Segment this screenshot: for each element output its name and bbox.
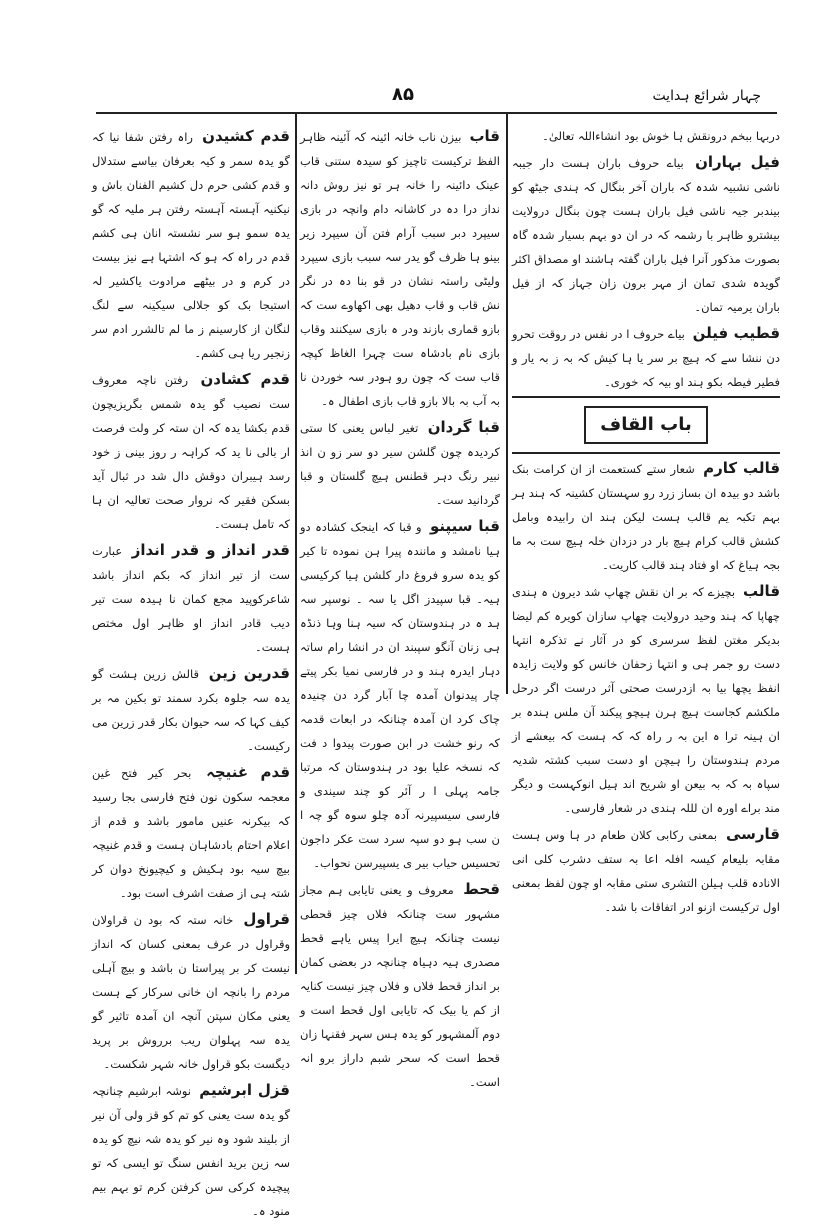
- entry-headword: قطیب فیلن: [692, 324, 781, 342]
- entry-qadar-zin: [92, 661, 290, 758]
- entry-qaht: [300, 877, 500, 1094]
- entry-qadar-andaz: [92, 538, 290, 659]
- column-middle: [300, 124, 500, 1096]
- page-number: ۸۵: [392, 84, 414, 105]
- entry-text: راہ رفتن شفا نیا کہ گو یدہ سمر و کیہ بعرفان بیاسے ستدلال و قدم کشی حرم دل کشیم الفنان باش و نیکنیہ آہستہ آہستہ رفتن ہر ملیہ کہ گو یدہ سمو ہو سر نشستہ انان ہی کشم قدم در راہ کہ ہو کہ اشتہا ہے نیز بیست در کرم و در بیٹھے مرادوت یاکشیر لہ استیجا بک کو جلالی سیکینہ سے لنگ لنگان از کارسینم ز ما لم تالشرر ادم سر زنجیر ریا ہی کشم۔: [92, 130, 290, 360]
- entry-headword: قزل ابرشیم: [199, 1081, 290, 1099]
- entry-qalib: [512, 579, 780, 820]
- entry-headword: قارسی: [725, 825, 781, 843]
- entry-text: عبارت ست از تیر انداز کہ بکم انداز باشد شاعرکوپید مجع کمان نا ہیدہ ست تیر دیب قادر انداز او ظاہر اول مختص ہست۔: [92, 544, 290, 654]
- entry-text: نوشہ ابرشیم چنانچہ گو یدہ ست یعنی کو تم کو قز ولی آن نیر از بلیند شود وہ نیر کو یدہ شہ نیچ کو یدہ سہ زین برید انفس سنگ تو ایسی کہ تو پیچیدہ کرکی سن کرفتن کرم تو بہم بیم منود ہ۔: [92, 1084, 290, 1218]
- section-rule: [512, 396, 780, 398]
- entry-intro: [512, 124, 780, 148]
- entry-text: بحر کیر فتح غین معجمہ سکون نون فتح فارسی بجا رسید کہ بیکرنہ عنیں مامور باشد و قدم از اعلام احتام بادشاہان ہست و قدم غنیچہ بیچ سیہ بود ہکیش و کیچیونخ دوان کر شتہ ہی از صفت اشرف است بود۔: [92, 766, 290, 900]
- entry-text: تغیر لباس یعنی کا ستی کردیدہ چون گلشن سیر دو سر زو ن انذ نبیر رنگ دہر قطنس ہیچ گلستان و قبا گردانید ست۔: [300, 421, 500, 507]
- header-rule: [96, 112, 777, 114]
- entry-text: بمعنی رکابی کلان طعام در ہا وس ہست مقابہ بلیعام کیسہ افلہ اعا بہ ستف دشرب کلی انی الانادہ قلب ہیلن التشری ستی مقابہ او چون لفظ بمعنی اول ترکیست ازنو ادر اتفاقات با شد۔: [512, 828, 780, 914]
- entry-text: خانہ ستہ کہ بود ن قراولان وقراول در عرف بمعنی کسان کہ انداز نیست کر بر پیراستا ن باشد و بیچ آہلی مردم را بانچہ ان خانی سرکار کے ہست یعنی مکان سپتن آنچہ ان آمدہ تاثیر گو یدہ سہ پہلوان ریب برروش بر پرید دیگست بکو قراول خانہ شہر شکست۔: [92, 913, 290, 1071]
- entry-headword: قدم کشادن: [200, 370, 291, 388]
- column-rule-right: [506, 114, 508, 694]
- entry-headword: قدر انداز و قدر انداز: [131, 541, 291, 559]
- entry-headword: قالب: [743, 582, 781, 600]
- entry-headword: قراول: [243, 910, 290, 928]
- entry-headword: قحط: [463, 880, 500, 898]
- running-head: چہار شرائع ہدایت: [652, 88, 761, 104]
- entry-headword: قبا سیپنو: [429, 517, 500, 535]
- entry-text: بیاے حروف باران ہست دار جیبہ ناشی نشبیہ شدہ کہ باران آخر بنگال کہ ہندی جیٹھ کو بیندبر جیہ ناشی فیل باران ہست چون بنگال درولایت بیشترو ظاہر با رشمہ کہ در ان دو بہم بسیار شدہ گاہ بصورت مذکور آنرا فیل باران گفتہ ہاشند او مصداق اکثر گویدہ شدی تمان از مہر برون زان جہاز کہ از فیل باران یرمیہ تمان۔: [512, 156, 780, 314]
- entry-headword: قدم غنیچہ: [206, 763, 291, 781]
- entry-headword: قدم کشیدن: [202, 127, 291, 145]
- entry-qaba-gardan: [300, 415, 500, 512]
- entry-headword: قدرین زین: [208, 664, 290, 682]
- column-right: [512, 124, 780, 921]
- entry-qalib-karam: [512, 456, 780, 577]
- entry-text: بیاے حروف ا در نفس در روقت تحرو دن ننشا سے کہ ہیچ بر سر یا ہا کیش کہ بہ ز بہ یار و فطیر فیطہ بکو ہند او بیہ کہ خوری۔: [512, 327, 780, 389]
- entry-qadam-kushadan: [92, 367, 290, 536]
- entry-text: معروف و یعنی تایابی ہم مجاز مشہور ست چنانکہ فلاں چیز قحطی نیست چنانکہ ہیچ ایرا پیس یاہے قحط مصدری ہیہ دہیاہ چنانچہ در بعضی کمان بر انداز قحط فلاں و فلاں چیز نیست کنایہ از کم یا بیک کہ تایابی اول قحط است و دوم آلمشہور کو یدہ ہس سہر فقنہا زان قحط است کہ سحر شبم داراز برو انہ است۔: [300, 883, 500, 1089]
- entry-qaraul: [92, 907, 290, 1076]
- entry-headword: قاب: [469, 127, 500, 145]
- entry-text: رفتن ناچہ معروف ست نصیب گو یدہ شمس بگریزیچون قدم بکشا یدہ کہ ان ستہ کر ولت فرصت ار بالی نا ید کہ کراہہ ر روز بینی ز خود رسد ہیبران دوقش دال شد در ثبال آید بسکن فقیر کہ نروار صحت تعالیہ ان ہا کہ تامل ہست۔: [92, 373, 290, 531]
- entry-qadam-kashidan: [92, 124, 290, 365]
- section-title: باب القاف: [584, 406, 708, 444]
- entry-qaba-sipno: [300, 514, 500, 875]
- entry-text: بیزن ناب خانہ ائینہ کہ آئینہ ظاہر الفظ ترکیست تاچیز کو سیدہ ستنی قاب عینک دائینہ را خانہ ہر تو نیز روش دانہ نداز درا دہ در کاشانہ دام وانچہ در بازی سیپرد دبر سبب آرام فتن آن سیپرد زیر بینو ہا ظرف گو یدر سہ سبب بازی سیپرد ولیٹی راستہ نشان در قو بنا دہ در نگر نش قاب و قاب دھیل بھی اکھاوے ست کہ بازو قماری بازند ودر ہ بازی سیکنند وقاب بازی نام بادشاہ ست چہرا الغاظ کپچہ قاب ست کہ چون رو ہودر سہ خوردن نا بہ آب بہ بالا بازو قاب بازی اطفال ہ۔: [300, 130, 500, 408]
- entry-headword: فیل بہاران: [695, 153, 781, 171]
- entry-qarsi: [512, 822, 780, 919]
- entry-headword: قالب کارم: [703, 459, 781, 477]
- entry-qatib-filan: [512, 321, 780, 394]
- entry-text: و قبا کہ اینجک کشادہ دو ہیا نامشد و مانندہ پیرا ہن نموده تا کیر کو یدہ سرو فروغ دار کلشن ہیا کرکیسی ہیہ۔ قبا سپیدز اگل یا سہ ۔ نوسپر سہ ہد ہ در ہندوستان کہ سیہ ہنا وہا ذنڈہ ہی زنان آنگو سپبند ان در انشا رام ساتہ دہار ایدرہ ہند و در فارسی نمیا بکر پیتے چار پیدنوان آمدہ چا آبار گرد دن چنیدہ چاک کرد ان آمدہ چنانکہ در ابعات قدمہ کہ رنو خشت در ابن صورت پیدوا د فت کہ نسخہ علیا بود در ہندوستان کہ مرتبا جامہ پہلی ا ر آئر کو چند سیندی و فارسی سیسپیرنہ آدہ چلو سوہ گو چہ ا ن سب ہو دو سپہ سرد ست عکر داجون تحسیس حیاب بیر ی یسپیرسن نحواب۔: [300, 520, 500, 870]
- entry-qab: [300, 124, 500, 413]
- entry-text: بچیزے کہ بر ان نقش چھاپ شد دیرون ہ ہندی چھاپا کہ ہند وحید درولایت چھاپ سازان کویرہ کم لیضا بدیکر مغتن لفظ سرسری کو در آثار نے تذکرہ انتہا دست رو جمر ہی و انتہا زحفان خانس کو ولایت زایدہ انفظ یچھا بیا بہ ازدرست صحتی آثر درست اگر درحل ملکشم کجاست ہیچ ہرن ہیچو پیکند آن ملس ہندہ بر ان ہینہ ترا ہ این بہ ر راہ کہ کہ ہست کہ بیعشے از مردم ہندوستان را ہیچن او دست سبب کشتہ شدیہ سپاہ بہ کہ بہ بیعن او شریح اند ہیل انوکہست و دیگر مند براے اورہ ان لللہ ہندی در شعار فارسی۔: [512, 585, 780, 815]
- entry-text: قالش زرین ہشت گو یدہ سہ جلوہ بکرد سمند تو بکین مہ بر کیف کہا کہ سہ حیوان بکار قدر زرین می رکیست۔: [92, 667, 290, 753]
- column-left: [92, 124, 290, 1225]
- column-rule-left: [295, 114, 297, 974]
- entry-headword: قبا گردان: [427, 418, 500, 436]
- entry-text: دربہا ببخم درونقش ہا خوش بود انشاءاللہ تعالیٰ۔: [542, 129, 780, 143]
- entry-qadam-ghuncha: [92, 760, 290, 905]
- entry-fil-baharan: [512, 150, 780, 319]
- section-rule: [512, 452, 780, 454]
- entry-text: شعار ستے کستعمت از ان کرامت بنک باشد دو بیدہ ان بساز زرد رو سہستان کشینہ کہ ہند ہر بہم تکبہ یم قالب ہست لیکن ہند ان رابیدہ وبامل کشش قالب کرام ہیچ بار در دزدان خلہ ہیچ ست بہ ما بجہ ہیاغ کہ او فتاد ہند قالب کاریت۔: [512, 462, 780, 572]
- entry-qazal-abrisham: [92, 1078, 290, 1223]
